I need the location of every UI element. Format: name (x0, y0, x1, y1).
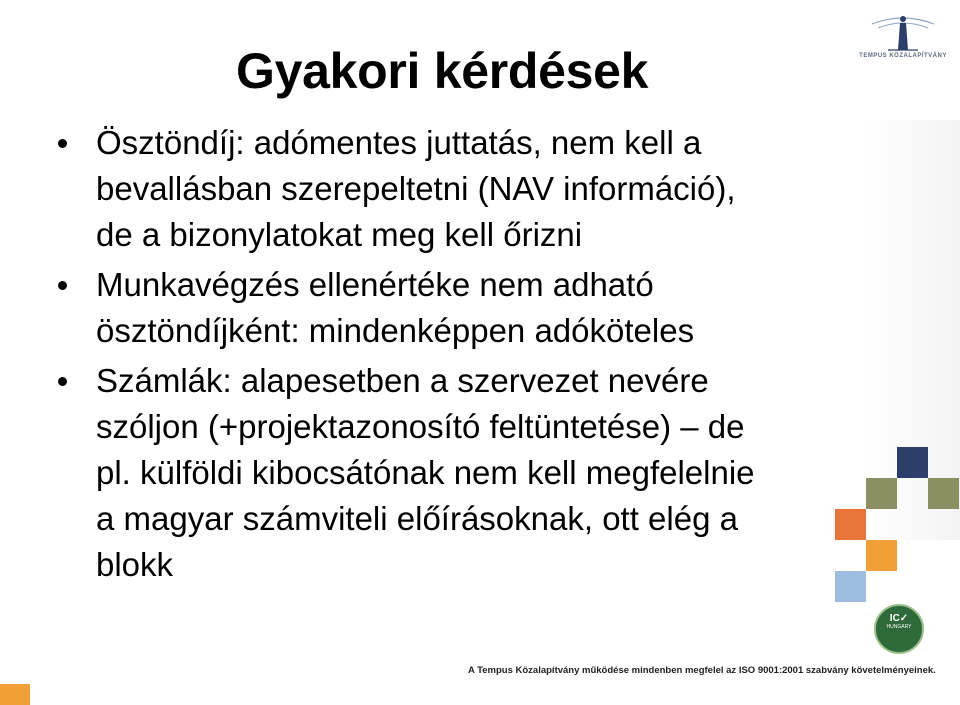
bullet-line: pl. külföldi kibocsátónak nem kell megfelelnie (96, 454, 755, 491)
bullet-line: bevallásban szerepeltetni (NAV információ), (96, 170, 736, 207)
bullet-item (58, 262, 848, 354)
decor-square (897, 447, 928, 478)
bullet-item (58, 358, 848, 588)
bullet-list (58, 120, 848, 592)
bullet-dot-icon (58, 281, 67, 290)
corner-accent (0, 684, 30, 705)
decor-square (835, 571, 866, 602)
bullet-line: szóljon (+projektazonosító feltüntetése) – de (96, 408, 745, 445)
certification-seal-icon: IC✓ HUNGARY (874, 604, 924, 654)
bullet-line: Munkavégzés ellenértéke nem adható (96, 266, 654, 303)
decor-square (866, 540, 897, 571)
bullet-item (58, 120, 848, 258)
bullet-dot-icon (58, 139, 67, 148)
decor-square (928, 478, 959, 509)
logo-text: TEMPUS KÖZALAPÍTVÁNY (859, 53, 947, 59)
bullet-line: ösztöndíjként: mindenképpen adóköteles (96, 312, 695, 349)
bullet-line: Számlák: alapesetben a szervezet nevére (96, 362, 709, 399)
slide-title: Gyakori kérdések (236, 43, 649, 99)
iso-footer-note: A Tempus Közalapítvány működése mindenben megfelel az ISO 9001:2001 szabvány követelményeinek. (468, 665, 936, 676)
bullet-line: blokk (96, 546, 174, 583)
bullet-line: Ösztöndíj: adómentes juttatás, nem kell a (96, 124, 702, 161)
bullet-line: de a bizonylatokat meg kell őrizni (96, 216, 583, 253)
bullet-dot-icon (58, 377, 67, 386)
decor-square (866, 478, 897, 509)
decor-square (835, 509, 866, 540)
bullet-line: a magyar számviteli előírásoknak, ott elég a (96, 500, 738, 537)
